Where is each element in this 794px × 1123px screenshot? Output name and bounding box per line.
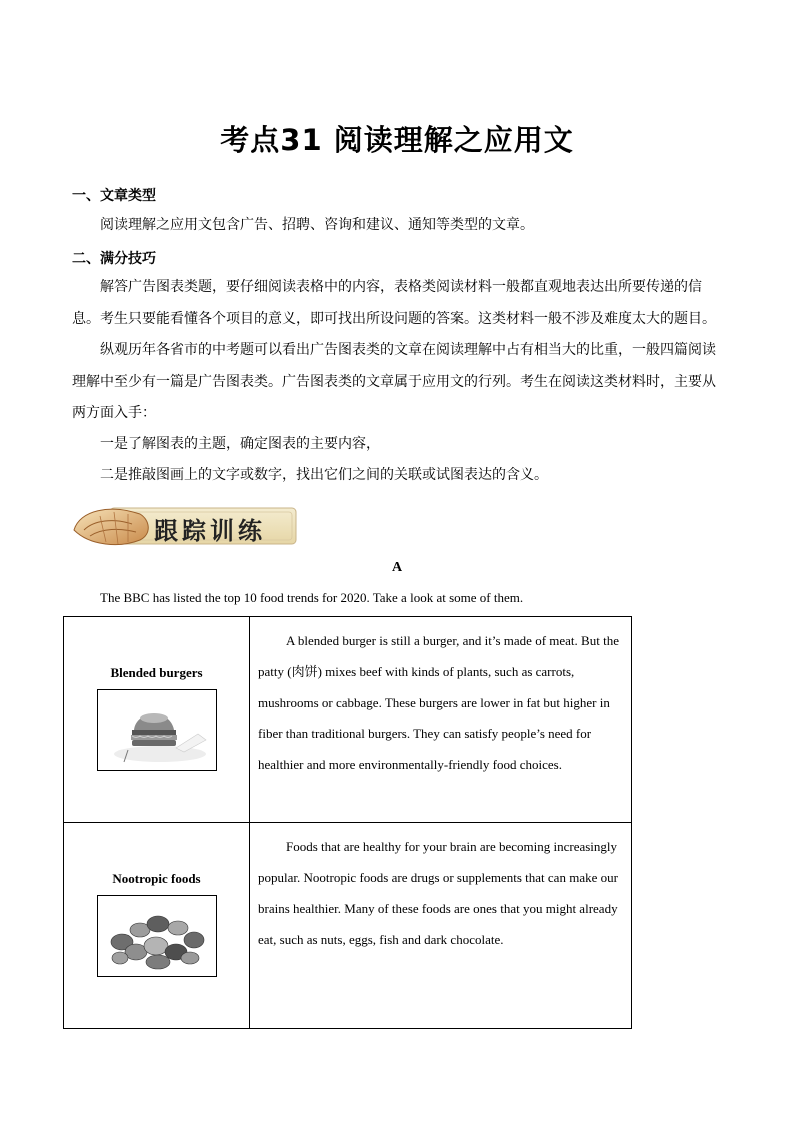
table-row [64,823,632,1029]
food-trends-table [63,616,632,1029]
food-description-cell [250,617,632,823]
food-description: Foods that are healthy for your brain are becoming increasingly popular. Nootropic foods are drugs or supplements that can make our brains healthier. Many of these foods are ones that you might already eat, such as nuts, eggs, fish and dark chocolate. [258,839,618,947]
food-description: A blended burger is still a burger, and it’s made of meat. But the patty (肉饼) mixes beef with kinds of plants, such as carrots, mushrooms or cabbage. These burgers are lower in fat but higher in fiber than traditional burgers. They can satisfy people’s need for healthier and more environmentally-friendly food choices. [258,633,619,772]
food-name: Blended burgers [110,665,203,680]
banner-label: 跟踪训练 [154,517,266,545]
table-row [64,617,632,823]
section-paragraph: 阅读理解之应用文包含广告、招聘、咨询和建议、通知等类型的文章。 [100,217,534,233]
food-name: Nootropic foods [112,871,201,886]
passage-intro: The BBC has listed the top 10 food trends for 2020. Take a look at some of them. [100,590,524,605]
nuts-photo [97,895,217,977]
passage-label: A [391,560,403,575]
practice-banner [70,500,300,552]
section-heading-tips: 二、满分技巧 [72,251,156,267]
burger-photo [97,689,217,771]
section-heading-article-type: 一、文章类型 [72,188,156,204]
conch-shell-icon [74,509,148,544]
food-name-cell [64,617,250,823]
tips-paragraph-4: 二是推敲图画上的文字或数字，找出它们之间的关联或试图表达的含义。 [100,467,548,483]
food-name-cell [64,823,250,1029]
page-title: 考点31 阅读理解之应用文 [220,123,574,157]
tips-paragraph-3: 一是了解图表的主题，确定图表的主要内容， [100,436,380,452]
food-description-cell [250,823,632,1029]
tips-paragraph-1: 解答广告图表类题，要仔细阅读表格中的内容，表格类阅读材料一般都直观地表达出所要传递的信息。考生只要能看懂各个项目的意义，即可找出所设问题的答案。这类材料一般不涉及难度太大的题目。 [72,279,716,327]
tips-paragraph-2: 纵观历年各省市的中考题可以看出广告图表类的文章在阅读理解中占有相当大的比重，一般四篇阅读理解中至少有一篇是广告图表类。广告图表类的文章属于应用文的行列。考生在阅读这类材料时，主要从两方面入手： [72,342,716,421]
